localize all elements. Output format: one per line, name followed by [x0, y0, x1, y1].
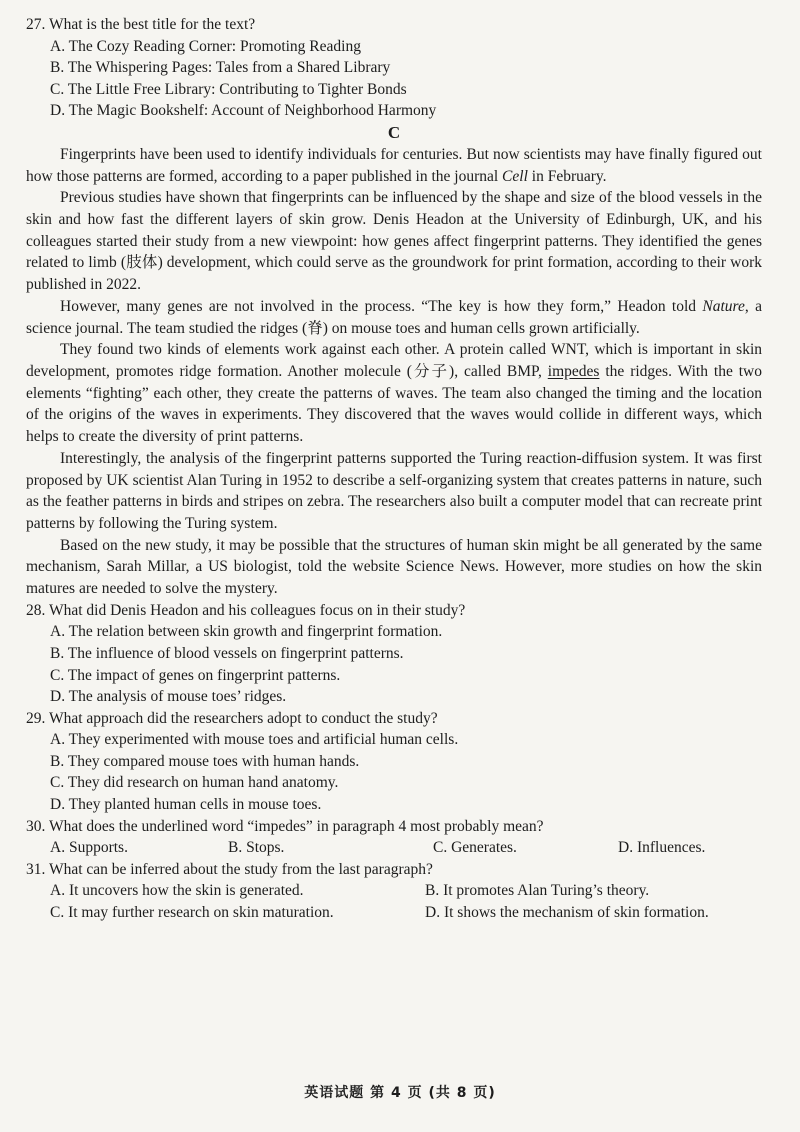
- question-30-option-b: B. Stops.: [228, 839, 285, 857]
- underlined-word: impedes: [547, 363, 600, 380]
- section-label: C: [387, 122, 401, 142]
- question-30-stem: 30. What does the underlined word “impedes” in paragraph 4 most probably mean?: [26, 817, 544, 835]
- question-30-option-a: A. Supports.: [50, 839, 128, 857]
- question-28-option-d: D. The analysis of mouse toes’ ridges.: [50, 688, 287, 706]
- journal-name-cell: Cell: [502, 167, 528, 185]
- question-30-option-d: D. Influences.: [618, 839, 706, 857]
- question-27-option-d: D. The Magic Bookshelf: Account of Neighborhood Harmony: [50, 102, 437, 120]
- question-27-option-b: B. The Whispering Pages: Tales from a Shared Library: [50, 59, 391, 77]
- question-27-option-a: A. The Cozy Reading Corner: Promoting Reading: [50, 37, 361, 55]
- question-28-option-c: C. The impact of genes on fingerprint patterns.: [50, 666, 341, 684]
- question-31-stem: 31. What can be inferred about the study from the last paragraph?: [26, 860, 433, 878]
- question-28-option-b: B. The influence of blood vessels on fingerprint patterns.: [50, 644, 404, 662]
- passage-paragraph-2: Previous studies have shown that fingerprints can be influenced by the shape and size of the blood vessels in the skin and how fast the different layers of skin grow. Denis Headon at the University of Edinburgh, UK, and his colleagues started their study from a new viewpoint: how genes affect fingerprint patterns. They identified the genes related to limb (肢体) development, which could serve as the groundwork for print formation, according to their work published in 2022.: [26, 189, 762, 294]
- passage-paragraph-5: Interestingly, the analysis of the fingerprint patterns supported the Turing reaction-diffusion system. It was first proposed by UK scientist Alan Turing in 1952 to describe a self-organizing system that creates patterns in nature, such as the feather patterns in birds and stripes on zebra. The researchers also built a computer model that can recreate print patterns by following the Turing system.: [26, 449, 762, 532]
- journal-name-nature: Nature: [702, 297, 745, 315]
- question-29-option-c: C. They did research on human hand anatomy.: [50, 774, 339, 792]
- page-footer: 英语试题 第 4 页 (共 8 页): [304, 1085, 496, 1101]
- question-31-options-row-2: [50, 902, 762, 924]
- passage-paragraph-4: They found two kinds of elements work against each other. A protein called WNT, which is important in skin development, promotes ridge formation. Another molecule (分子), called BMP, impedes the ridges. With the two elements “fighting” each other, they create the patterns of waves. The team also changed the timing and the location of the origins of the waves in experiments. They discovered that the waves would collide in different ways, which helps to create the diversity of print patterns.: [26, 341, 763, 446]
- question-31-option-a: A. It uncovers how the skin is generated.: [50, 882, 304, 900]
- question-29-option-d: D. They planted human cells in mouse toes.: [50, 796, 322, 814]
- question-30-option-c: C. Generates.: [433, 839, 517, 857]
- passage-paragraph-1: Fingerprints have been used to identify individuals for centuries. But now scientists may have finally figured out how those patterns are formed, according to a paper published in the journal Cell in February.: [26, 145, 762, 185]
- question-31-option-b: B. It promotes Alan Turing’s theory.: [425, 882, 650, 900]
- question-27-stem: 27. What is the best title for the text?: [26, 16, 256, 33]
- question-27-option-c: C. The Little Free Library: Contributing to Tighter Bonds: [50, 80, 407, 98]
- question-30-options: [50, 837, 762, 859]
- question-28-option-a: A. The relation between skin growth and fingerprint formation.: [50, 623, 443, 641]
- question-31-option-d: D. It shows the mechanism of skin formation.: [425, 904, 709, 922]
- question-28-stem: 28. What did Denis Headon and his colleagues focus on in their study?: [26, 601, 466, 619]
- question-29-option-b: B. They compared mouse toes with human hands.: [50, 752, 360, 770]
- question-31-option-c: C. It may further research on skin maturation.: [50, 904, 334, 922]
- question-31-options-row-1: [50, 880, 762, 902]
- question-29-stem: 29. What approach did the researchers adopt to conduct the study?: [26, 709, 438, 727]
- passage-paragraph-6: Based on the new study, it may be possible that the structures of human skin might be all generated by the same mechanism, Sarah Millar, a US biologist, told the website Science News. However, more studies on how the skin matures are needed to solve the mystery.: [26, 536, 762, 598]
- passage-paragraph-3: However, many genes are not involved in the process. “The key is how they form,” Headon told Nature, a science journal. The team studied the ridges (脊) on mouse toes and human cells grown artificially.: [26, 297, 762, 337]
- question-29-option-a: A. They experimented with mouse toes and artificial human cells.: [50, 731, 459, 749]
